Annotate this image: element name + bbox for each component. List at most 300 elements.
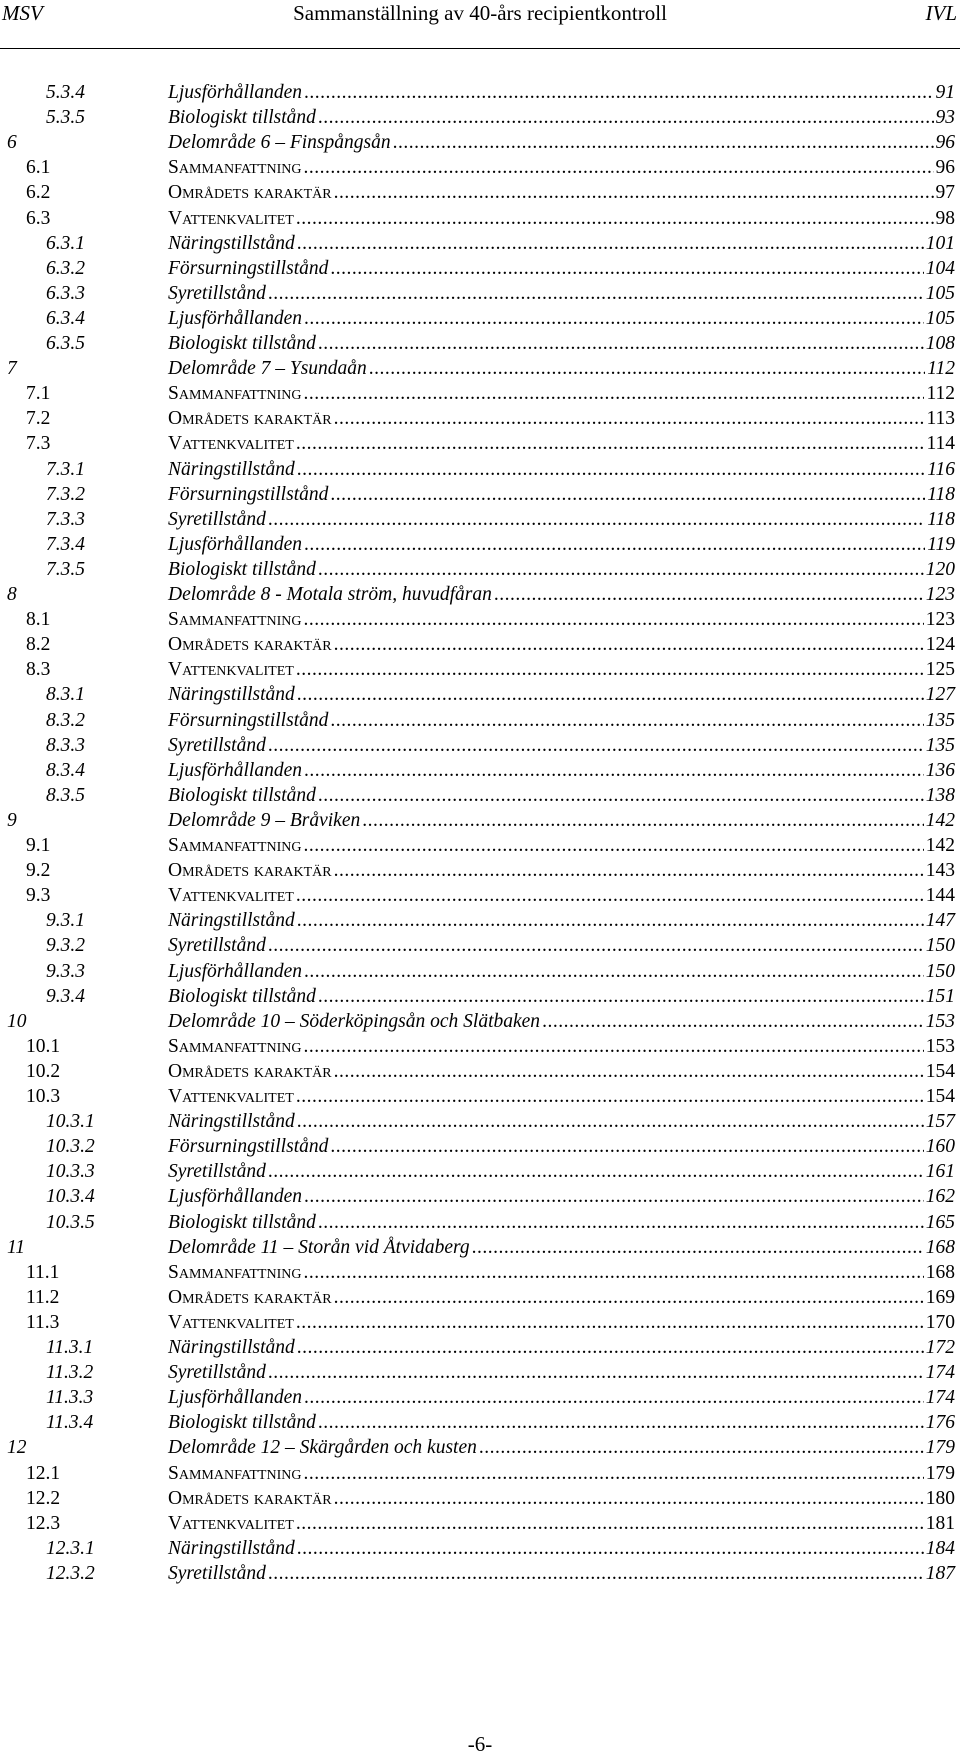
toc-entry[interactable] — [0, 130, 960, 156]
toc-entry-title: Syretillstånd — [168, 1362, 266, 1384]
toc-entry[interactable] — [0, 733, 960, 759]
toc-entry-page: 179 — [925, 1462, 955, 1484]
toc-entry[interactable] — [0, 507, 960, 533]
toc-entry-title-row — [168, 1310, 955, 1336]
toc-entry[interactable] — [0, 1461, 960, 1487]
dot-leader — [268, 1159, 924, 1185]
toc-entry[interactable] — [0, 1410, 960, 1436]
toc-entry[interactable] — [0, 281, 960, 307]
dot-leader — [296, 657, 924, 683]
toc-entry-title-row — [168, 1059, 955, 1085]
toc-entry-number: 9.3.2 — [46, 935, 85, 957]
dot-leader — [297, 908, 924, 934]
dot-leader — [318, 984, 924, 1010]
toc-entry-title: Näringstillstånd — [168, 1537, 295, 1559]
toc-entry-page: 176 — [925, 1412, 955, 1434]
toc-entry[interactable] — [0, 206, 960, 232]
toc-entry-title-row — [168, 306, 955, 332]
toc-entry-title: Syretillstånd — [168, 282, 266, 304]
toc-entry[interactable] — [0, 1435, 960, 1461]
dot-leader — [330, 256, 923, 282]
toc-entry-title-row — [168, 532, 955, 558]
toc-entry-title-row — [168, 758, 955, 784]
toc-entry[interactable] — [0, 1335, 960, 1361]
toc-entry-page: 108 — [925, 333, 955, 354]
toc-entry-number: 12.3.1 — [46, 1537, 95, 1559]
toc-entry-title-row — [168, 231, 955, 257]
toc-entry-title: Delområde 11 – Storån vid Åtvidaberg — [168, 1236, 470, 1258]
toc-entry-title: Näringstillstånd — [168, 232, 295, 254]
toc-entry[interactable] — [0, 1184, 960, 1210]
toc-entry-title-row — [168, 1410, 955, 1436]
toc-entry-number: 10.3.1 — [46, 1111, 95, 1133]
dot-leader — [296, 1084, 924, 1110]
toc-entry-page: 151 — [925, 985, 955, 1007]
dot-leader — [330, 708, 923, 734]
toc-entry-page: 105 — [925, 307, 955, 329]
toc-entry-number: 7.3.4 — [46, 533, 85, 555]
toc-entry-number: 7.3.2 — [46, 483, 85, 505]
toc-entry[interactable] — [0, 1561, 960, 1587]
toc-entry-page: 142 — [925, 835, 955, 856]
toc-entry-number: 10.3 — [26, 1086, 61, 1107]
toc-entry-number: 10.3.5 — [46, 1211, 95, 1233]
dot-leader — [303, 1260, 923, 1286]
toc-entry-number: 5.3.4 — [46, 82, 85, 103]
toc-entry-number: 9.3.4 — [46, 985, 85, 1007]
dot-leader — [304, 1385, 924, 1411]
toc-entry[interactable] — [0, 1260, 960, 1286]
dot-leader — [297, 682, 924, 708]
toc-entry-title: Områdets karaktär — [168, 408, 332, 430]
toc-entry-number: 8 — [7, 584, 17, 605]
toc-entry-title-row — [168, 431, 955, 457]
toc-entry[interactable] — [0, 1134, 960, 1160]
toc-entry[interactable] — [0, 557, 960, 583]
dot-leader — [268, 1360, 924, 1386]
toc-entry[interactable] — [0, 582, 960, 608]
toc-entry[interactable] — [0, 381, 960, 407]
toc-entry[interactable] — [0, 984, 960, 1010]
toc-entry[interactable] — [0, 1034, 960, 1060]
toc-entry-number: 11.3.4 — [46, 1412, 94, 1434]
dot-leader — [304, 80, 934, 106]
toc-entry-title-row — [168, 180, 955, 206]
dot-leader — [362, 808, 924, 834]
toc-entry-title: Sammanfattning — [168, 1462, 302, 1484]
page-header — [0, 0, 960, 50]
toc-entry-title: Områdets karaktär — [168, 860, 332, 882]
toc-entry-title: Sammanfattning — [168, 157, 302, 179]
toc-entry-number: 8.3.3 — [46, 734, 85, 756]
toc-entry-title-row — [168, 1285, 955, 1311]
toc-entry[interactable] — [0, 1109, 960, 1135]
toc-entry-number: 7.3.5 — [46, 558, 85, 580]
toc-entry-number: 8.3.2 — [46, 709, 85, 731]
toc-entry[interactable] — [0, 1009, 960, 1035]
toc-entry-number: 5.3.5 — [46, 107, 85, 129]
toc-entry-title: Ljusförhållanden — [168, 82, 302, 103]
toc-entry-page: 104 — [925, 257, 955, 279]
toc-entry-number: 6.3.1 — [46, 232, 85, 254]
toc-entry[interactable] — [0, 105, 960, 131]
toc-entry-title-row — [168, 783, 955, 809]
toc-entry-page: 144 — [925, 885, 955, 907]
toc-entry-number: 10.3.2 — [46, 1136, 95, 1158]
toc-entry-number: 12.3 — [26, 1512, 61, 1534]
dot-leader — [304, 758, 924, 784]
toc-entry-number: 12.2 — [26, 1487, 61, 1509]
toc-entry-title: Försurningstillstånd — [168, 1136, 329, 1158]
toc-entry[interactable] — [0, 607, 960, 633]
toc-entry-page: 153 — [925, 1035, 955, 1057]
header-left: MSV — [2, 1, 43, 25]
toc-entry-title: Biologiskt tillstånd — [168, 985, 316, 1007]
dot-leader — [304, 1184, 924, 1210]
toc-entry-title-row — [168, 1260, 955, 1286]
toc-entry-number: 6.3.3 — [46, 282, 85, 304]
toc-entry-page: 96 — [935, 132, 955, 154]
toc-entry[interactable] — [0, 1059, 960, 1085]
dot-leader — [297, 457, 925, 483]
dot-leader — [304, 306, 924, 332]
toc-entry-number: 9.3 — [26, 885, 51, 907]
toc-entry-page: 112 — [927, 358, 955, 380]
toc-entry[interactable] — [0, 431, 960, 457]
toc-entry-title: Biologiskt tillstånd — [168, 1412, 316, 1434]
toc-entry-title: Försurningstillstånd — [168, 257, 329, 279]
toc-entry[interactable] — [0, 155, 960, 181]
toc-entry[interactable] — [0, 908, 960, 934]
dot-leader — [330, 482, 925, 508]
toc-entry-title: Syretillstånd — [168, 1562, 266, 1584]
toc-entry-title-row — [168, 457, 955, 483]
toc-entry-page: 142 — [925, 809, 955, 831]
toc-entry-page: 127 — [925, 684, 955, 706]
toc-entry-title-row — [168, 1435, 955, 1461]
toc-entry-title: Försurningstillstånd — [168, 709, 329, 731]
toc-entry-page: 116 — [927, 458, 955, 480]
toc-entry-title-row — [168, 959, 955, 985]
toc-entry[interactable] — [0, 1285, 960, 1311]
dot-leader — [369, 356, 925, 382]
toc-entry[interactable] — [0, 180, 960, 206]
toc-entry[interactable] — [0, 1235, 960, 1261]
dot-leader — [303, 1034, 923, 1060]
toc-entry-number: 6.2 — [26, 182, 51, 204]
toc-entry-number: 8.1 — [26, 609, 51, 631]
dot-leader — [296, 206, 934, 232]
toc-entry-title-row — [168, 808, 955, 834]
toc-entry-title-row — [168, 155, 955, 181]
toc-entry[interactable] — [0, 406, 960, 432]
dot-leader — [494, 582, 924, 608]
toc-entry-page: 184 — [925, 1537, 955, 1559]
toc-entry-page: 181 — [925, 1512, 955, 1534]
toc-entry-page: 179 — [925, 1437, 955, 1459]
toc-entry-title: Delområde 6 – Finspångsån — [168, 132, 391, 154]
toc-entry-page: 168 — [925, 1236, 955, 1258]
toc-entry[interactable] — [0, 80, 960, 106]
toc-entry-title: Sammanfattning — [168, 383, 302, 405]
toc-entry-page: 124 — [925, 634, 955, 656]
toc-entry-title-row — [168, 557, 955, 583]
toc-entry-title-row — [168, 1561, 955, 1587]
toc-entry-page: 120 — [925, 558, 955, 580]
dot-leader — [334, 406, 925, 432]
toc-entry[interactable] — [0, 883, 960, 909]
header-right: IVL — [925, 1, 957, 25]
toc-entry-number: 11.1 — [26, 1261, 60, 1283]
toc-entry[interactable] — [0, 1159, 960, 1185]
toc-entry[interactable] — [0, 231, 960, 257]
toc-entry-page: 172 — [925, 1337, 955, 1358]
toc-entry-title: Områdets karaktär — [168, 1060, 332, 1082]
dot-leader — [334, 1285, 924, 1311]
toc-entry-title: Delområde 9 – Bråviken — [168, 809, 361, 831]
toc-entry-number: 10.3.3 — [46, 1161, 95, 1183]
toc-entry[interactable] — [0, 682, 960, 708]
toc-entry-number: 10 — [7, 1010, 27, 1032]
toc-entry-title-row — [168, 933, 955, 959]
toc-entry-title-row — [168, 1210, 955, 1236]
toc-entry-number: 8.3.5 — [46, 784, 85, 806]
header-title: Sammanställning av 40-års recipientkontroll — [293, 1, 667, 25]
toc-entry-title: Biologiskt tillstånd — [168, 784, 316, 806]
dot-leader — [296, 1310, 924, 1336]
toc-entry-title-row — [168, 281, 955, 307]
toc-entry-page: 169 — [925, 1286, 955, 1308]
toc-entry-page: 114 — [926, 433, 955, 455]
toc-entry-title-row — [168, 708, 955, 734]
toc-entry-number: 7.2 — [26, 408, 51, 430]
toc-entry-title: Syretillstånd — [168, 935, 266, 957]
toc-entry[interactable] — [0, 532, 960, 558]
toc-entry-title: Näringstillstånd — [168, 458, 295, 480]
toc-entry-page: 119 — [927, 533, 955, 555]
toc-entry-title-row — [168, 130, 955, 156]
toc-entry-title: Områdets karaktär — [168, 1286, 332, 1308]
toc-entry-page: 170 — [925, 1311, 955, 1333]
toc-entry-number: 6.3.4 — [46, 307, 85, 329]
toc-entry-title: Vattenkvalitet — [168, 659, 294, 681]
toc-entry-title-row — [168, 1486, 955, 1512]
toc-entry[interactable] — [0, 331, 960, 357]
toc-entry-page: 97 — [935, 182, 955, 204]
dot-leader — [334, 632, 924, 658]
toc-entry-page: 147 — [925, 910, 955, 932]
toc-entry-number: 9 — [7, 809, 17, 831]
toc-entry-title: Ljusförhållanden — [168, 307, 302, 329]
toc-entry-title: Vattenkvalitet — [168, 885, 294, 907]
toc-entry-number: 11 — [7, 1236, 26, 1258]
toc-entry[interactable] — [0, 482, 960, 508]
toc-entry-number: 9.2 — [26, 860, 51, 882]
toc-entry[interactable] — [0, 1536, 960, 1562]
toc-entry[interactable] — [0, 808, 960, 834]
dot-leader — [303, 833, 923, 859]
toc-entry-number: 7.3.1 — [46, 458, 85, 480]
toc-entry-page: 125 — [925, 659, 955, 681]
toc-entry-number: 8.3 — [26, 659, 51, 681]
toc-entry[interactable] — [0, 256, 960, 282]
toc-entry-page: 135 — [925, 709, 955, 731]
toc-entry-page: 174 — [925, 1362, 955, 1384]
toc-entry-number: 11.3 — [26, 1311, 60, 1333]
toc-entry[interactable] — [0, 959, 960, 985]
toc-entry-title: Ljusförhållanden — [168, 1387, 302, 1409]
toc-entry-number: 8.3.1 — [46, 684, 85, 706]
toc-entry-title-row — [168, 833, 955, 859]
dot-leader — [303, 607, 923, 633]
toc-entry-number: 6.3 — [26, 207, 51, 229]
toc-entry[interactable] — [0, 1486, 960, 1512]
toc-entry[interactable] — [0, 1084, 960, 1110]
toc-entry-page: 154 — [925, 1086, 955, 1107]
toc-entry[interactable] — [0, 657, 960, 683]
toc-entry-title-row — [168, 331, 955, 357]
toc-entry-title: Ljusförhållanden — [168, 759, 302, 781]
toc-entry-title: Sammanfattning — [168, 609, 302, 631]
toc-entry-title: Näringstillstånd — [168, 684, 295, 706]
toc-entry[interactable] — [0, 783, 960, 809]
toc-entry-title-row — [168, 1034, 955, 1060]
toc-entry-title: Ljusförhållanden — [168, 533, 302, 555]
toc-entry-page: 123 — [925, 609, 955, 631]
toc-entry-number: 11.2 — [26, 1286, 60, 1308]
toc-entry-number: 10.1 — [26, 1035, 61, 1057]
toc-entry-number: 11.3.2 — [46, 1362, 94, 1384]
toc-entry-title-row — [168, 908, 955, 934]
dot-leader — [296, 883, 924, 909]
toc-entry-title-row — [168, 1084, 955, 1110]
toc-entry-title-row — [168, 256, 955, 282]
dot-leader — [297, 231, 924, 257]
dot-leader — [334, 1486, 924, 1512]
toc-entry-page: 138 — [925, 784, 955, 806]
dot-leader — [303, 155, 933, 181]
toc-entry-title-row — [168, 1536, 955, 1562]
dot-leader — [303, 381, 924, 407]
toc-entry[interactable] — [0, 858, 960, 884]
dot-leader — [297, 1335, 924, 1361]
dot-leader — [268, 1561, 924, 1587]
toc-entry-page: 123 — [925, 584, 955, 605]
toc-entry-title: Sammanfattning — [168, 835, 302, 856]
toc-entry[interactable] — [0, 708, 960, 734]
dot-leader — [318, 331, 924, 357]
toc-entry-page: 168 — [925, 1261, 955, 1283]
dot-leader — [268, 733, 924, 759]
toc-entry-title: Sammanfattning — [168, 1035, 302, 1057]
toc-entry-page: 135 — [925, 734, 955, 756]
toc-entry-page: 154 — [925, 1060, 955, 1082]
toc-entry[interactable] — [0, 1385, 960, 1411]
toc-entry-title-row — [168, 80, 955, 106]
toc-entry-title: Områdets karaktär — [168, 1487, 332, 1509]
dot-leader — [296, 431, 925, 457]
toc-entry[interactable] — [0, 1310, 960, 1336]
toc-entry-title: Biologiskt tillstånd — [168, 558, 316, 580]
toc-entry-title-row — [168, 206, 955, 232]
dot-leader — [318, 557, 924, 583]
toc-entry-number: 7.1 — [26, 383, 51, 405]
toc-entry-number: 12.3.2 — [46, 1562, 95, 1584]
toc-entry-title-row — [168, 858, 955, 884]
toc-entry-title: Vattenkvalitet — [168, 1086, 294, 1107]
toc-entry-title: Områdets karaktär — [168, 182, 332, 204]
toc-entry[interactable] — [0, 306, 960, 332]
toc-entry-title-row — [168, 1335, 955, 1361]
page-number: -6- — [467, 1732, 493, 1756]
toc-entry-page: 150 — [925, 960, 955, 982]
dot-leader — [393, 130, 934, 156]
toc-entry-title: Ljusförhållanden — [168, 1186, 302, 1208]
toc-entry-number: 8.3.4 — [46, 759, 85, 781]
dot-leader — [268, 507, 925, 533]
toc-entry-title-row — [168, 1109, 955, 1135]
dot-leader — [268, 933, 924, 959]
toc-entry-number: 8.2 — [26, 634, 51, 656]
dot-leader — [472, 1235, 924, 1261]
dot-leader — [304, 959, 924, 985]
toc-entry-page: 101 — [925, 232, 955, 254]
dot-leader — [303, 1461, 923, 1487]
toc-entry-page: 113 — [926, 408, 955, 430]
toc-entry-title-row — [168, 582, 955, 608]
toc-entry-number: 6.3.5 — [46, 333, 85, 354]
toc-entry[interactable] — [0, 356, 960, 382]
toc-entry-number: 10.3.4 — [46, 1186, 95, 1208]
toc-entry-page: 143 — [925, 860, 955, 882]
toc-entry[interactable] — [0, 1511, 960, 1537]
toc-entry-title: Sammanfattning — [168, 1261, 302, 1283]
toc-entry-title: Delområde 7 – Ysundaån — [168, 358, 367, 380]
toc-entry-number: 9.3.3 — [46, 960, 85, 982]
toc-entry-title: Vattenkvalitet — [168, 1311, 294, 1333]
toc-entry-number: 7.3 — [26, 433, 51, 455]
toc-entry-title-row — [168, 1360, 955, 1386]
toc-entry-page: 165 — [925, 1211, 955, 1233]
toc-entry-title: Näringstillstånd — [168, 1111, 295, 1133]
toc-entry-number: 9.3.1 — [46, 910, 85, 932]
toc-entry-page: 93 — [935, 107, 955, 129]
toc-entry-number: 11.3.1 — [46, 1337, 94, 1358]
header-divider — [0, 48, 960, 49]
toc-entry-page: 174 — [925, 1387, 955, 1409]
toc-entry[interactable] — [0, 758, 960, 784]
toc-entry-page: 118 — [927, 483, 955, 505]
toc-entry[interactable] — [0, 632, 960, 658]
toc-entry-page: 160 — [925, 1136, 955, 1158]
toc-entry-title-row — [168, 1159, 955, 1185]
dot-leader — [318, 105, 934, 131]
toc-entry-title-row — [168, 607, 955, 633]
toc-entry-title: Försurningstillstånd — [168, 483, 329, 505]
toc-entry-title: Syretillstånd — [168, 734, 266, 756]
toc-entry-title: Biologiskt tillstånd — [168, 333, 316, 354]
toc-entry-title: Syretillstånd — [168, 508, 266, 530]
dot-leader — [479, 1435, 924, 1461]
toc-entry-title-row — [168, 381, 955, 407]
toc-entry[interactable] — [0, 457, 960, 483]
toc-entry[interactable] — [0, 933, 960, 959]
toc-entry-number: 7 — [7, 358, 17, 380]
toc-entry[interactable] — [0, 833, 960, 859]
toc-entry-title-row — [168, 1134, 955, 1160]
toc-entry[interactable] — [0, 1210, 960, 1236]
toc-entry[interactable] — [0, 1360, 960, 1386]
